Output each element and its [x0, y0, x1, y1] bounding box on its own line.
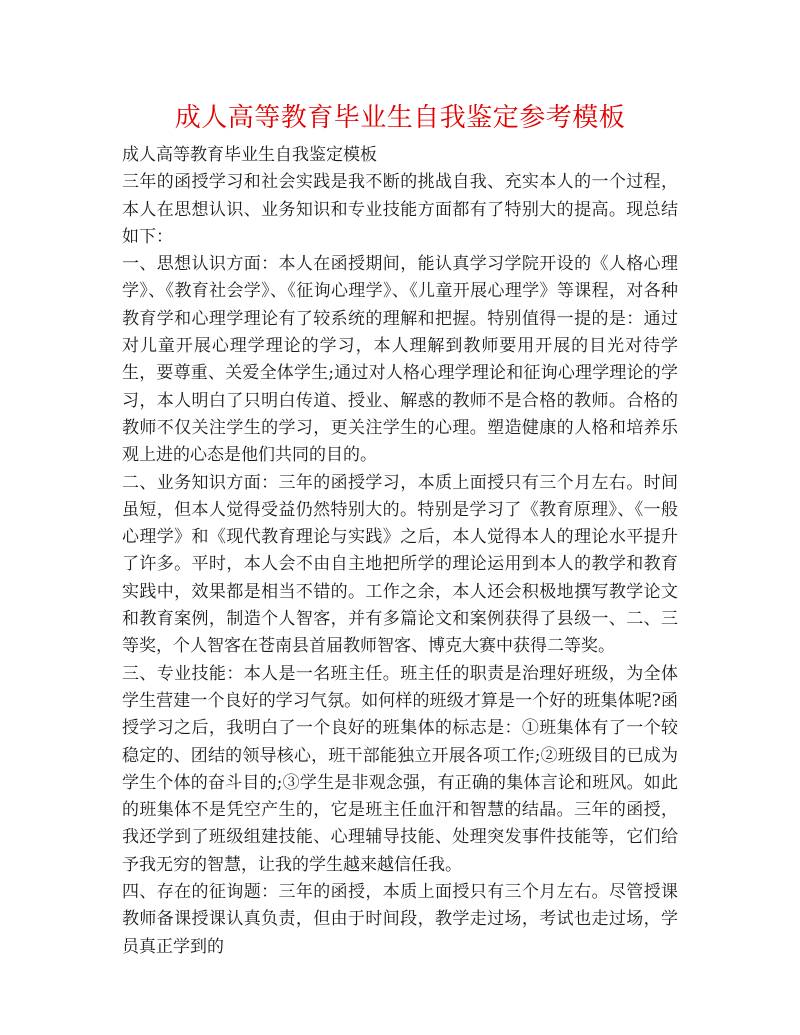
doc-subtitle: 成人高等教育毕业生自我鉴定模板 — [122, 145, 377, 165]
paragraph-professional-skills: 三、专业技能：本人是一名班主任。班主任的职责是治理好班级，为全体学生营建一个良好的学习气氛。如何样的班级才算是一个好的班集体呢?函授学习之后，我明白了一个良好的班集体的标志是：①班集体有了一个较稳定的、团结的领导核心，班干部能独立开展各项工作;②班级目的已成为学生个体的奋斗目的;③学生是非观念强，有正确的集体言论和班风。如此的班集体不是凭空产生的，它是班主任血汗和智慧的结晶。三年的函授，我还学到了班级组建技能、心理辅导技能、处理突发事件技能等，它们给予我无穷的智慧，让我的学生越来越信任我。 — [122, 663, 678, 875]
paragraph-problems: 四、存在的征询题：三年的函授，本质上面授只有三个月左右。尽管授课教师备课授课认真负责，但由于时间段，教学走过场，考试也走过场，学员真正学到的 — [122, 882, 678, 957]
paragraph-intro: 三年的函授学习和社会实践是我不断的挑战自我、充实本人的一个过程，本人在思想认识、业务知识和专业技能方面都有了特别大的提高。现总结如下： — [122, 172, 678, 247]
paragraph-business-knowledge: 二、业务知识方面：三年的函授学习，本质上面授只有三个月左右。时间虽短，但本人觉得受益仍然特别大的。特别是学习了《教育原理》、《一般心理学》和《现代教育理论与实践》之后，本人觉得本人的理论水平提升了许多。平时，本人会不由自主地把所学的理论运用到本人的教学和教育实践中，效果都是相当不错的。工作之余，本人还会积极地撰写教学论文和教育案例，制造个人智客，并有多篇论文和案例获得了县级一、二、三等奖，个人智客在苍南县首届教师智客、博克大赛中获得二等奖。 — [122, 472, 678, 657]
paragraph-ideology: 一、思想认识方面：本人在函授期间，能认真学习学院开设的《人格心理学》、《教育社会学》、《征询心理学》、《儿童开展心理学》等课程，对各种教育学和心理学理论有了较系统的理解和把握。特别值得一提的是：通过对儿童开展心理学理论的学习，本人理解到教师要用开展的目光对待学生，要尊重、关爱全体学生;通过对人格心理学理论和征询心理学理论的学习，本人明白了只明白传道、授业、解惑的教师不是合格的教师。合格的教师不仅关注学生的学习，更关注学生的心理。塑造健康的人格和培养乐观上进的心态是他们共同的目的。 — [122, 254, 678, 466]
document-title: 成人高等教育毕业生自我鉴定参考模板 — [174, 103, 626, 133]
document-body — [122, 142, 678, 961]
